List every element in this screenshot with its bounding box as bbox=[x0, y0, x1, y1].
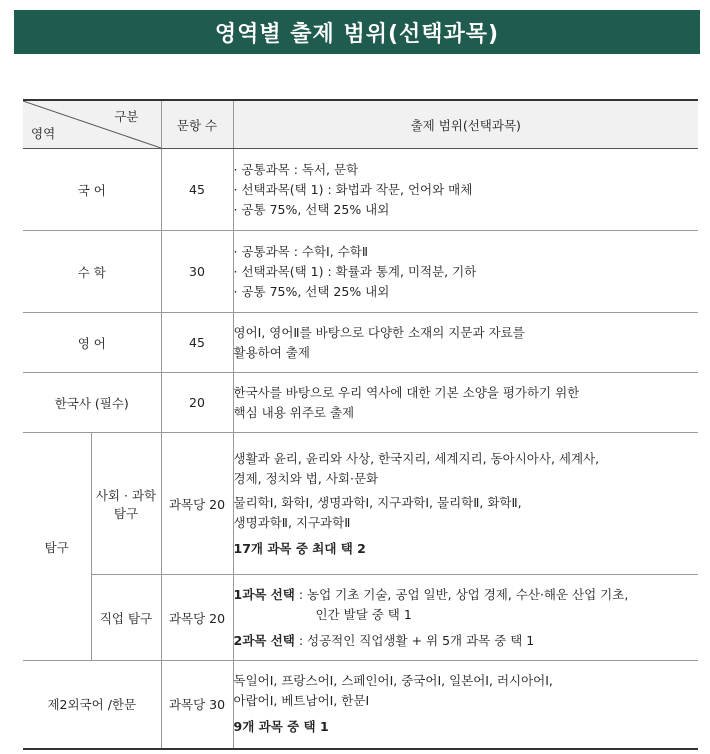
sub-area-line: 과학 bbox=[131, 487, 157, 503]
range-line: 독일어Ⅰ, 프랑스어Ⅰ, 스페인어Ⅰ, 중국어Ⅰ, 일본어Ⅰ, 러시아어Ⅰ, bbox=[233, 673, 553, 689]
sub-area-line: 탐구 bbox=[127, 610, 153, 626]
count-vocational bbox=[161, 575, 233, 661]
sub-area-line: 사회 bbox=[95, 487, 121, 503]
table-row-korean bbox=[23, 149, 698, 231]
text-two-subjects: : 성공적인 직업생활 + 위 5개 과목 중 택 1 bbox=[298, 632, 535, 648]
table-row-vocational bbox=[23, 575, 698, 661]
range-line: · 공통 75%, 선택 25% 내외 bbox=[233, 283, 390, 299]
range-note: 17개 과목 중 최대 택 2 bbox=[233, 540, 366, 556]
area-korean: 국 어 bbox=[23, 149, 161, 231]
page-title: 영역별 출제 범위(선택과목) bbox=[214, 21, 500, 47]
header-munhang: 문항 수 bbox=[161, 100, 233, 149]
table-header-row bbox=[23, 100, 698, 149]
header-yeongyeok: 영역 bbox=[31, 126, 56, 141]
count-line: 과목당 bbox=[168, 697, 206, 713]
range-foreign bbox=[233, 661, 698, 749]
range-social-science bbox=[233, 433, 698, 575]
count-korean: 45 bbox=[161, 149, 233, 231]
count-line: 과목당 bbox=[168, 496, 206, 512]
count-history: 20 bbox=[161, 373, 233, 433]
range-line: 생활과 윤리, 윤리와 사상, 한국지리, 세계지리, 동아시아사, 세계사, bbox=[233, 450, 600, 466]
range-line: 생명과학Ⅱ, 지구과학Ⅱ bbox=[233, 514, 351, 530]
range-korean bbox=[233, 149, 698, 231]
table-row-foreign bbox=[23, 661, 698, 749]
area-english: 영 어 bbox=[23, 313, 161, 373]
page-title-banner bbox=[14, 10, 700, 54]
text-one-subject: : 농업 기초 기술, 공업 일반, 상업 경제, 수산·해운 산업 기초, bbox=[298, 586, 629, 602]
area-foreign-line2: /한문 bbox=[107, 697, 137, 713]
count-line: 20 bbox=[209, 610, 226, 626]
count-math: 30 bbox=[161, 231, 233, 313]
exam-range-table bbox=[23, 99, 698, 750]
header-diagonal-cell bbox=[23, 100, 161, 149]
count-line: 30 bbox=[209, 697, 226, 713]
range-line bbox=[234, 585, 699, 605]
range-line: 인간 발달 중 택 1 bbox=[315, 606, 412, 622]
range-line bbox=[234, 631, 699, 651]
range-line: · 공통 75%, 선택 25% 내외 bbox=[233, 201, 390, 217]
range-line: 아랍어Ⅰ, 베트남어Ⅰ, 한문Ⅰ bbox=[233, 693, 370, 709]
sub-area-line: 탐구 bbox=[113, 505, 139, 521]
area-history-line1: 한국사 bbox=[54, 395, 91, 411]
range-line: · 선택과목(택 1) : 확률과 통계, 미적분, 기하 bbox=[233, 263, 477, 279]
area-tamgu: 탐구 bbox=[23, 433, 91, 661]
area-math: 수 학 bbox=[23, 231, 161, 313]
range-english bbox=[233, 313, 698, 373]
sub-area-line: 직업 bbox=[99, 610, 124, 626]
range-vocational bbox=[233, 575, 698, 661]
range-line: · 공통과목 : 수학Ⅰ, 수학Ⅱ bbox=[233, 243, 368, 259]
count-english: 45 bbox=[161, 313, 233, 373]
range-history bbox=[233, 373, 698, 433]
range-line: 핵심 내용 위주로 출제 bbox=[233, 404, 355, 420]
table-row-history bbox=[23, 373, 698, 433]
area-foreign bbox=[23, 661, 161, 749]
count-social-science bbox=[161, 433, 233, 575]
sub-area-line: · bbox=[124, 487, 128, 503]
table-row-math bbox=[23, 231, 698, 313]
range-line: 영어Ⅰ, 영어Ⅱ를 바탕으로 다양한 소재의 지문과 자료를 bbox=[233, 324, 525, 340]
range-line: 활용하여 출제 bbox=[233, 344, 310, 360]
count-foreign bbox=[161, 661, 233, 749]
range-line: 경제, 정치와 법, 사회·문화 bbox=[233, 470, 379, 486]
table-row-social-science bbox=[23, 433, 698, 575]
sub-area-vocational bbox=[91, 575, 161, 661]
range-line: 한국사를 바탕으로 우리 역사에 대한 기본 소양을 평가하기 위한 bbox=[233, 384, 580, 400]
sub-area-social-science bbox=[91, 433, 161, 575]
label-one-subject: 1과목 선택 bbox=[233, 586, 295, 602]
header-gubun: 구분 bbox=[114, 109, 139, 124]
area-foreign-line1: 제2외국어 bbox=[47, 697, 104, 713]
range-line: · 선택과목(택 1) : 화법과 작문, 언어와 매체 bbox=[233, 181, 473, 197]
area-history bbox=[23, 373, 161, 433]
area-history-line2: (필수) bbox=[94, 395, 129, 411]
header-range: 출제 범위(선택과목) bbox=[233, 100, 698, 149]
count-line: 20 bbox=[209, 496, 226, 512]
range-math bbox=[233, 231, 698, 313]
label-two-subjects: 2과목 선택 bbox=[233, 632, 295, 648]
range-line: · 공통과목 : 독서, 문학 bbox=[233, 161, 359, 177]
range-line: 물리학Ⅰ, 화학Ⅰ, 생명과학Ⅰ, 지구과학Ⅰ, 물리학Ⅱ, 화학Ⅱ, bbox=[233, 494, 522, 510]
range-note: 9개 과목 중 택 1 bbox=[233, 719, 329, 735]
table-row-english bbox=[23, 313, 698, 373]
count-line: 과목당 bbox=[168, 610, 206, 626]
